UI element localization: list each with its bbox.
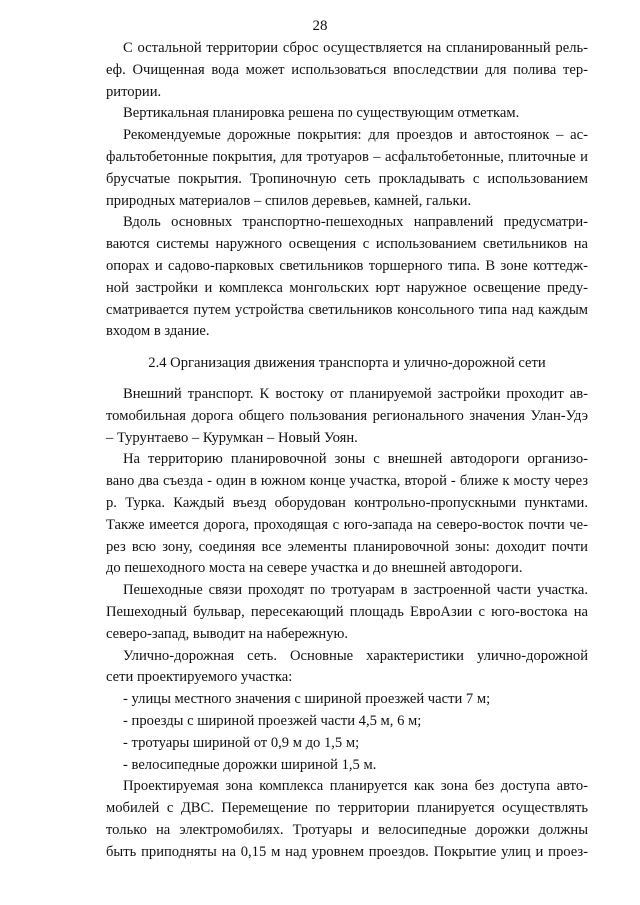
text-line: Проектируемая зона комплекса планируется как зона без доступа авто- xyxy=(123,778,588,795)
street-characteristics-list xyxy=(106,689,588,776)
text-line: На территорию планировочной зоны с внешней автодороги организо- xyxy=(123,451,588,468)
text-line: только на электромобилях. Тротуары и велосипедные дорожки должны xyxy=(106,821,588,838)
text-line: Пешеходный бульвар, пересекающий площадь ЕвроАзии с юго-востока на xyxy=(106,603,588,620)
paragraph-drainage xyxy=(106,38,588,103)
text-line: томобильная дорога общего пользования регионального значения Улан-Удэ xyxy=(106,407,588,424)
text-line: Вертикальная планировка решена по существующим отметкам. xyxy=(123,105,520,122)
text-line: Улично-дорожная сеть. Основные характеристики улично-дорожной xyxy=(123,647,588,664)
paragraph-external-transport xyxy=(106,384,588,449)
text-line: северо-запад, выводит на набережную. xyxy=(106,625,349,642)
text-line: Рекомендуемые дорожные покрытия: для проездов и автостоянок – ас- xyxy=(123,127,588,144)
text-line: Также имеется дорога, проходящая с юго-запада на северо-восток почти че- xyxy=(106,516,588,533)
text-line: природных материалов – спилов деревьев, камней, гальки. xyxy=(106,192,472,209)
list-item: - тротуары шириной от 0,9 м до 1,5 м; xyxy=(123,734,360,751)
text-line: С остальной территории сброс осуществляется на спланированный рель- xyxy=(123,40,588,56)
page-number: 28 xyxy=(312,18,328,34)
paragraph-zone-access xyxy=(106,776,588,863)
paragraph-entrances xyxy=(106,449,588,580)
text-line: рез всю зону, соединяя все элементы планировочной зоны: доходит почти xyxy=(106,538,588,555)
paragraph-lighting xyxy=(106,212,588,343)
text-line: ритории. xyxy=(106,83,162,100)
list-item: - проезды с шириной проезжей части 4,5 м, 6 м; xyxy=(123,712,422,729)
spacer xyxy=(106,343,588,353)
list-item: - улицы местного значения с шириной проезжей части 7 м; xyxy=(123,691,491,708)
text-line: входом в здание. xyxy=(106,323,210,340)
text-line: Внешний транспорт. К востоку от планируемой застройки проходит ав- xyxy=(123,385,588,402)
text-line: ной застройки и комплекса монгольских юрт наружное освещение преду- xyxy=(106,279,588,296)
text-line: ваются системы наружного освещения с использованием светильников на xyxy=(106,236,588,253)
text-line: сматривается путем устройства светильников консольного типа над каждым xyxy=(106,301,588,318)
text-line: мобилей с ДВС. Перемещение по территории планируется осуществлять xyxy=(106,800,588,817)
text-line: брусчатые покрытия. Тропиночную сеть прокладывать с использованием xyxy=(106,170,588,187)
spacer xyxy=(106,375,588,384)
section-heading: 2.4 Организация движения транспорта и улично-дорожной сети xyxy=(148,355,546,372)
paragraph-road-surfaces xyxy=(106,125,588,212)
document-body xyxy=(106,38,588,863)
text-line: Пешеходные связи проходят по тротуарам в застроенной части участка. xyxy=(123,582,588,599)
text-line: Вдоль основных транспортно-пешеходных направлений предусматри- xyxy=(123,214,588,231)
paragraph-vertical-planning xyxy=(106,103,588,125)
text-line: еф. Очищенная вода может использоваться впоследствии для полива тер- xyxy=(106,61,588,78)
text-line: быть приподняты на 0,15 м над уровнем проездов. Покрытие улиц и проез- xyxy=(106,843,588,860)
list-item: - велосипедные дорожки шириной 1,5 м. xyxy=(123,756,377,773)
paragraph-street-network xyxy=(106,646,588,690)
text-line: – Турунтаево – Курумкан – Новый Уоян. xyxy=(106,429,358,446)
text-line: до пешеходного моста на севере участка и до внешней автодороги. xyxy=(106,560,523,577)
text-line: вано два съезда - один в южном конце участка, второй - ближе к мосту через xyxy=(106,473,588,490)
text-line: опорах и садово-парковых светильников торшерного типа. В зоне коттедж- xyxy=(106,257,588,274)
paragraph-pedestrian xyxy=(106,580,588,645)
text-line: р. Турка. Каждый въезд оборудован контрольно-пропускными пунктами. xyxy=(106,494,588,511)
text-line: сети проектируемого участка: xyxy=(106,669,293,686)
text-line: фальтобетонные покрытия, для тротуаров – асфальтобетонные, плиточные и xyxy=(106,148,588,165)
